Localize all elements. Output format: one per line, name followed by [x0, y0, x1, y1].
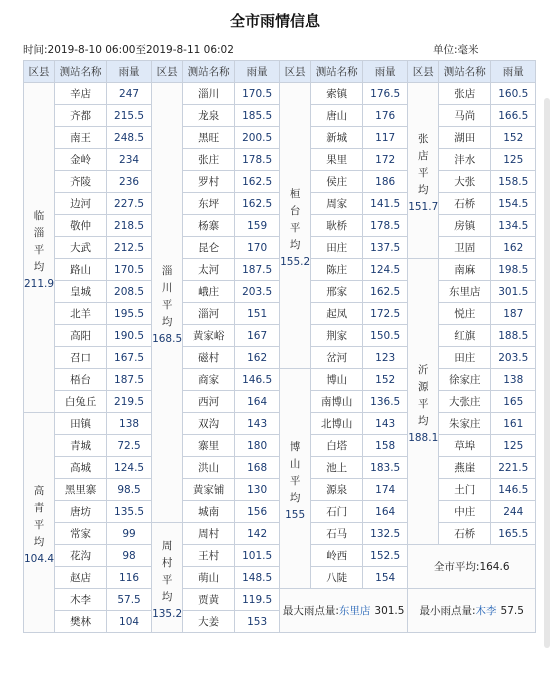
- rainfall-value: 160.5: [491, 83, 536, 105]
- district-char: 周: [161, 540, 173, 552]
- district-char: 均: [289, 239, 301, 251]
- station-name: 池上: [311, 457, 363, 479]
- min-value: 57.5: [500, 604, 524, 617]
- district-char: 台: [289, 205, 301, 217]
- station-name: 高阳: [55, 325, 107, 347]
- district-average: 168.5: [152, 333, 183, 345]
- rainfall-value: 151: [235, 303, 280, 325]
- station-name: 黑里寨: [55, 479, 107, 501]
- header-district: 区县: [24, 61, 55, 83]
- district-cell-boshan: [280, 369, 311, 589]
- station-name: 花沟: [55, 545, 107, 567]
- station-name: 耿桥: [311, 215, 363, 237]
- district-char: 源: [417, 381, 429, 393]
- station-name: 赵店: [55, 567, 107, 589]
- rainfall-value: 125: [491, 149, 536, 171]
- station-name: 黄家峪: [183, 325, 235, 347]
- rainfall-value: 152: [491, 127, 536, 149]
- city-average: 全市平均:164.6: [433, 560, 510, 573]
- rainfall-value: 158.5: [491, 171, 536, 193]
- district-char: 淄: [161, 265, 173, 277]
- station-name: 边河: [55, 193, 107, 215]
- table-row: [24, 369, 536, 391]
- rainfall-value: 164: [363, 501, 408, 523]
- district-average: 104.4: [24, 553, 55, 565]
- station-name: 双沟: [183, 413, 235, 435]
- district-char: 桓: [289, 188, 301, 200]
- rainfall-value: 187.5: [235, 259, 280, 281]
- station-name: 起凤: [311, 303, 363, 325]
- station-name: 源泉: [311, 479, 363, 501]
- station-name: 田镇: [55, 413, 107, 435]
- station-name: 淄川: [183, 83, 235, 105]
- station-name: 北博山: [311, 413, 363, 435]
- district-char: 店: [417, 150, 429, 162]
- time-range: 时间:2019-8-10 06:00至2019-8-11 06:02: [23, 44, 234, 56]
- rainfall-value: 154.5: [491, 193, 536, 215]
- rainfall-value: 162.5: [235, 193, 280, 215]
- district-average: 155.2: [280, 256, 311, 268]
- min-label: 最小雨点量:: [419, 604, 476, 617]
- district-char: 均: [33, 261, 45, 273]
- rainfall-value: 132.5: [363, 523, 408, 545]
- station-name: 黑旺: [183, 127, 235, 149]
- rainfall-value: 203.5: [235, 281, 280, 303]
- rainfall-value: 218.5: [107, 215, 152, 237]
- station-name: 黄家铺: [183, 479, 235, 501]
- station-name: 果里: [311, 149, 363, 171]
- station-name: 唐坊: [55, 501, 107, 523]
- rainfall-value: 123: [363, 347, 408, 369]
- rainfall-value: 134.5: [491, 215, 536, 237]
- rainfall-value: 117: [363, 127, 408, 149]
- table-row: [24, 589, 536, 611]
- district-char: 均: [289, 492, 301, 504]
- rainfall-table: [23, 60, 536, 633]
- rainfall-value: 174: [363, 479, 408, 501]
- rainfall-value: 219.5: [107, 391, 152, 413]
- station-name: 高城: [55, 457, 107, 479]
- header-station: 测站名称: [311, 61, 363, 83]
- rainfall-value: 188.5: [491, 325, 536, 347]
- rainfall-value: 162.5: [363, 281, 408, 303]
- station-name: 王村: [183, 545, 235, 567]
- rainfall-value: 152: [363, 369, 408, 391]
- rainfall-value: 208.5: [107, 281, 152, 303]
- rainfall-value: 170.5: [107, 259, 152, 281]
- header-district: 区县: [280, 61, 311, 83]
- rainfall-value: 148.5: [235, 567, 280, 589]
- station-name: 路山: [55, 259, 107, 281]
- district-average: 151.7: [408, 201, 439, 213]
- rainfall-value: 190.5: [107, 325, 152, 347]
- station-name: 沣水: [439, 149, 491, 171]
- rainfall-value: 57.5: [107, 589, 152, 611]
- station-name: 邢家: [311, 281, 363, 303]
- rainfall-value: 165: [491, 391, 536, 413]
- rainfall-value: 301.5: [491, 281, 536, 303]
- rainfall-value: 162: [491, 237, 536, 259]
- district-cell-huantai: [280, 83, 311, 369]
- station-name: 昆仑: [183, 237, 235, 259]
- station-name: 燕崖: [439, 457, 491, 479]
- district-char: 均: [161, 591, 173, 603]
- district-char: 村: [161, 557, 173, 569]
- station-name: 峨庄: [183, 281, 235, 303]
- station-name: 南麻: [439, 259, 491, 281]
- header-rainfall: 雨量: [491, 61, 536, 83]
- rainfall-value: 72.5: [107, 435, 152, 457]
- max-value: 301.5: [374, 604, 405, 617]
- station-name: 东里店: [439, 281, 491, 303]
- district-char: 淄: [33, 227, 45, 239]
- header-district: 区县: [408, 61, 439, 83]
- header-station: 测站名称: [55, 61, 107, 83]
- station-name: 皇城: [55, 281, 107, 303]
- district-char: 均: [417, 415, 429, 427]
- rainfall-value: 136.5: [363, 391, 408, 413]
- station-name: 南博山: [311, 391, 363, 413]
- station-name: 召口: [55, 347, 107, 369]
- rainfall-value: 187.5: [107, 369, 152, 391]
- rainfall-value: 143: [235, 413, 280, 435]
- district-char: 均: [161, 316, 173, 328]
- rainfall-value: 130: [235, 479, 280, 501]
- rainfall-value: 248.5: [107, 127, 152, 149]
- page-title: 全市雨情信息: [229, 12, 320, 30]
- city-average-cell: [408, 545, 536, 589]
- station-name: 八陡: [311, 567, 363, 589]
- station-name: 湖田: [439, 127, 491, 149]
- station-name: 岔河: [311, 347, 363, 369]
- station-name: 东坪: [183, 193, 235, 215]
- station-name: 金岭: [55, 149, 107, 171]
- max-station: 东里店: [338, 604, 371, 617]
- rainfall-value: 227.5: [107, 193, 152, 215]
- rainfall-value: 124.5: [363, 259, 408, 281]
- station-name: 大张庄: [439, 391, 491, 413]
- rainfall-value: 236: [107, 171, 152, 193]
- station-name: 张店: [439, 83, 491, 105]
- district-char: 张: [417, 133, 429, 145]
- rainfall-value: 135.5: [107, 501, 152, 523]
- district-char: 平: [33, 519, 45, 531]
- header-rainfall: 雨量: [363, 61, 408, 83]
- rainfall-value: 166.5: [491, 105, 536, 127]
- rainfall-value: 137.5: [363, 237, 408, 259]
- min-station: 木李: [475, 604, 497, 617]
- station-name: 房镇: [439, 215, 491, 237]
- rainfall-value: 138: [107, 413, 152, 435]
- station-name: 龙泉: [183, 105, 235, 127]
- header-district: 区县: [152, 61, 183, 83]
- district-char: 均: [417, 184, 429, 196]
- rainfall-value: 195.5: [107, 303, 152, 325]
- station-name: 贾黄: [183, 589, 235, 611]
- station-name: 淄河: [183, 303, 235, 325]
- station-name: 陈庄: [311, 259, 363, 281]
- station-name: 杨寨: [183, 215, 235, 237]
- header-station: 测站名称: [439, 61, 491, 83]
- rainfall-value: 234: [107, 149, 152, 171]
- district-cell-yiyuan: [408, 259, 439, 545]
- station-name: 白塔: [311, 435, 363, 457]
- district-average: 188.1: [408, 432, 439, 444]
- rainfall-value: 162: [235, 347, 280, 369]
- station-name: 博山: [311, 369, 363, 391]
- rainfall-value: 164: [235, 391, 280, 413]
- rainfall-value: 244: [491, 501, 536, 523]
- header-row: [24, 61, 536, 83]
- district-cell-zhoucun: [152, 523, 183, 633]
- station-name: 马尚: [439, 105, 491, 127]
- rainfall-value: 168: [235, 457, 280, 479]
- rainfall-value: 142: [235, 523, 280, 545]
- station-name: 白兔丘: [55, 391, 107, 413]
- rainfall-value: 183.5: [363, 457, 408, 479]
- station-name: 朱家庄: [439, 413, 491, 435]
- rainfall-value: 101.5: [235, 545, 280, 567]
- rainfall-value: 146.5: [491, 479, 536, 501]
- rainfall-value: 153: [235, 611, 280, 633]
- station-name: 萌山: [183, 567, 235, 589]
- station-name: 石桥: [439, 523, 491, 545]
- station-name: 木李: [55, 589, 107, 611]
- header-station: 测站名称: [183, 61, 235, 83]
- station-name: 侯庄: [311, 171, 363, 193]
- rainfall-value: 212.5: [107, 237, 152, 259]
- district-char: 平: [161, 299, 173, 311]
- station-name: 新城: [311, 127, 363, 149]
- district-char: 平: [417, 167, 429, 179]
- rainfall-value: 176: [363, 105, 408, 127]
- district-char: 平: [289, 222, 301, 234]
- district-cell-linzi: [24, 83, 55, 413]
- district-char: 平: [417, 398, 429, 410]
- station-name: 太河: [183, 259, 235, 281]
- rainfall-value: 165.5: [491, 523, 536, 545]
- station-name: 常家: [55, 523, 107, 545]
- rainfall-value: 198.5: [491, 259, 536, 281]
- rainfall-value: 154: [363, 567, 408, 589]
- station-name: 齐陵: [55, 171, 107, 193]
- rainfall-value: 185.5: [235, 105, 280, 127]
- district-char: 平: [289, 475, 301, 487]
- station-name: 土门: [439, 479, 491, 501]
- station-name: 齐都: [55, 105, 107, 127]
- station-name: 寨里: [183, 435, 235, 457]
- district-cell-zichuan: [152, 83, 183, 523]
- header-rainfall: 雨量: [235, 61, 280, 83]
- rainfall-value: 98.5: [107, 479, 152, 501]
- station-name: 大武: [55, 237, 107, 259]
- rainfall-value: 152.5: [363, 545, 408, 567]
- rainfall-value: 167.5: [107, 347, 152, 369]
- rainfall-value: 180: [235, 435, 280, 457]
- station-name: 红旗: [439, 325, 491, 347]
- station-name: 磁村: [183, 347, 235, 369]
- rainfall-value: 143: [363, 413, 408, 435]
- rainfall-value: 170: [235, 237, 280, 259]
- rainfall-value: 99: [107, 523, 152, 545]
- rainfall-value: 146.5: [235, 369, 280, 391]
- rainfall-value: 172: [363, 149, 408, 171]
- district-char: 沂: [417, 364, 429, 376]
- station-name: 敬仲: [55, 215, 107, 237]
- station-name: 周村: [183, 523, 235, 545]
- rainfall-value: 186: [363, 171, 408, 193]
- station-name: 卫固: [439, 237, 491, 259]
- rainfall-value: 170.5: [235, 83, 280, 105]
- station-name: 悦庄: [439, 303, 491, 325]
- rainfall-value: 178.5: [235, 149, 280, 171]
- rainfall-value: 156: [235, 501, 280, 523]
- rainfall-value: 125: [491, 435, 536, 457]
- station-name: 大姜: [183, 611, 235, 633]
- station-name: 中庄: [439, 501, 491, 523]
- max-rainfall-cell: [280, 589, 408, 633]
- station-name: 索镇: [311, 83, 363, 105]
- rainfall-value: 178.5: [363, 215, 408, 237]
- station-name: 大张: [439, 171, 491, 193]
- station-name: 北羊: [55, 303, 107, 325]
- rainfall-value: 141.5: [363, 193, 408, 215]
- station-name: 南王: [55, 127, 107, 149]
- district-char: 平: [161, 574, 173, 586]
- max-label: 最大雨点量:: [282, 604, 339, 617]
- district-char: 高: [33, 485, 45, 497]
- station-name: 樊林: [55, 611, 107, 633]
- district-cell-zhangdian: [408, 83, 439, 259]
- table-row: [24, 83, 536, 105]
- station-name: 唐山: [311, 105, 363, 127]
- station-name: 洪山: [183, 457, 235, 479]
- unit-label: 单位:毫米: [433, 44, 479, 56]
- station-name: 石门: [311, 501, 363, 523]
- rainfall-value: 159: [235, 215, 280, 237]
- station-name: 石马: [311, 523, 363, 545]
- page-edge-shadow: [544, 98, 550, 648]
- station-name: 城南: [183, 501, 235, 523]
- district-char: 博: [289, 441, 301, 453]
- station-name: 青城: [55, 435, 107, 457]
- station-name: 岭西: [311, 545, 363, 567]
- district-average: 211.9: [24, 278, 55, 290]
- district-average: 135.2: [152, 608, 183, 620]
- rainfall-value: 167: [235, 325, 280, 347]
- station-name: 田庄: [311, 237, 363, 259]
- district-char: 平: [33, 244, 45, 256]
- rainfall-value: 158: [363, 435, 408, 457]
- rainfall-value: 161: [491, 413, 536, 435]
- rainfall-value: 200.5: [235, 127, 280, 149]
- rainfall-value: 176.5: [363, 83, 408, 105]
- district-average: 155: [285, 509, 306, 521]
- district-char: 临: [33, 210, 45, 222]
- rainfall-value: 215.5: [107, 105, 152, 127]
- district-cell-gaoqing: [24, 413, 55, 633]
- rainfall-value: 172.5: [363, 303, 408, 325]
- min-rainfall-cell: [408, 589, 536, 633]
- rainfall-value: 203.5: [491, 347, 536, 369]
- rainfall-value: 104: [107, 611, 152, 633]
- rainfall-value: 187: [491, 303, 536, 325]
- rainfall-value: 124.5: [107, 457, 152, 479]
- station-name: 辛店: [55, 83, 107, 105]
- station-name: 张庄: [183, 149, 235, 171]
- station-name: 西河: [183, 391, 235, 413]
- header-rainfall: 雨量: [107, 61, 152, 83]
- station-name: 荆家: [311, 325, 363, 347]
- district-char: 青: [33, 502, 45, 514]
- rainfall-value: 162.5: [235, 171, 280, 193]
- rainfall-value: 98: [107, 545, 152, 567]
- station-name: 梧台: [55, 369, 107, 391]
- rainfall-value: 138: [491, 369, 536, 391]
- station-name: 徐家庄: [439, 369, 491, 391]
- station-name: 商家: [183, 369, 235, 391]
- rainfall-value: 119.5: [235, 589, 280, 611]
- station-name: 罗村: [183, 171, 235, 193]
- station-name: 石桥: [439, 193, 491, 215]
- district-char: 山: [289, 458, 301, 470]
- rainfall-value: 150.5: [363, 325, 408, 347]
- station-name: 田庄: [439, 347, 491, 369]
- rainfall-value: 116: [107, 567, 152, 589]
- rainfall-value: 247: [107, 83, 152, 105]
- district-char: 均: [33, 536, 45, 548]
- rainfall-value: 221.5: [491, 457, 536, 479]
- station-name: 周家: [311, 193, 363, 215]
- district-char: 川: [161, 282, 173, 294]
- station-name: 草埠: [439, 435, 491, 457]
